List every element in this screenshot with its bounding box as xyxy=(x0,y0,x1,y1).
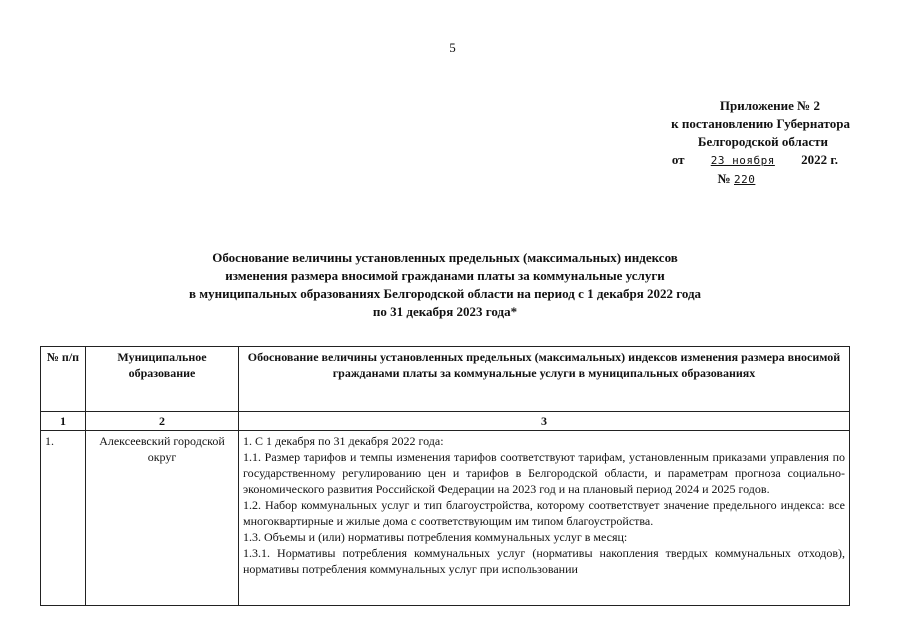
date-handwritten: 23 ноября xyxy=(710,154,775,167)
approval-block xyxy=(600,97,850,189)
header-number: № п/п xyxy=(41,347,86,412)
page-number: 5 xyxy=(449,40,456,55)
title-line-4: по 31 декабря 2023 года* xyxy=(372,304,518,319)
date-prefix: от xyxy=(671,152,685,167)
index-cell: 2 xyxy=(86,412,239,431)
justification-table xyxy=(40,346,850,606)
row-municipality: Алексеевский городской округ xyxy=(86,431,239,606)
row-number: 1. xyxy=(41,431,86,606)
table-header-row xyxy=(41,347,850,412)
paragraph: 1.2. Набор коммунальных услуг и тип благоустройства, которому соответствует значение предельного индекса: все многоквартирные и жилые дома с соответствующим им типом благоустройства. xyxy=(243,498,845,528)
paragraph: 1. С 1 декабря по 31 декабря 2022 года: xyxy=(243,434,444,448)
row-justification xyxy=(239,431,850,606)
index-cell: 1 xyxy=(41,412,86,431)
header-municipality: Муниципальное образование xyxy=(86,347,239,412)
title-line-3: в муниципальных образованиях Белгородской области на период с 1 декабря 2022 года xyxy=(188,286,702,301)
title-line-1: Обоснование величины установленных предельных (максимальных) индексов xyxy=(212,250,678,265)
paragraph: 1.1. Размер тарифов и темпы изменения тарифов соответствуют тарифам, установленным приказами управления по государственному регулированию цен и тарифов в Белгородской области, и параметрам прогноза социально-экономического развития Российской Федерации на 2023 год и на плановый период 2024 и 2025 годов. xyxy=(243,450,845,496)
index-cell: 3 xyxy=(239,412,850,431)
paragraph: 1.3.1. Нормативы потребления коммунальных услуг (нормативы накопления твердых коммунальных отходов), нормативы потребления коммунальных услуг при использовании xyxy=(243,546,845,576)
document-title xyxy=(120,249,770,321)
table-index-row xyxy=(41,412,850,431)
number-handwritten: 220 xyxy=(734,173,756,186)
approval-date xyxy=(600,151,850,170)
paragraph: 1.3. Объемы и (или) нормативы потребления коммунальных услуг в месяц: xyxy=(243,530,628,544)
number-prefix: № xyxy=(717,171,731,186)
approval-line-1: Приложение № 2 xyxy=(719,98,820,113)
approval-line-2: к постановлению Губернатора xyxy=(671,116,850,131)
table-row xyxy=(41,431,850,606)
title-line-2: изменения размера вносимой гражданами платы за коммунальные услуги xyxy=(225,268,665,283)
header-justification: Обоснование величины установленных предельных (максимальных) индексов изменения размера вносимой гражданами платы за коммунальные услуги в муниципальных образованиях xyxy=(239,347,850,412)
date-suffix: 2022 г. xyxy=(801,152,838,167)
approval-number xyxy=(600,170,850,189)
approval-line-3: Белгородской области xyxy=(697,134,828,149)
